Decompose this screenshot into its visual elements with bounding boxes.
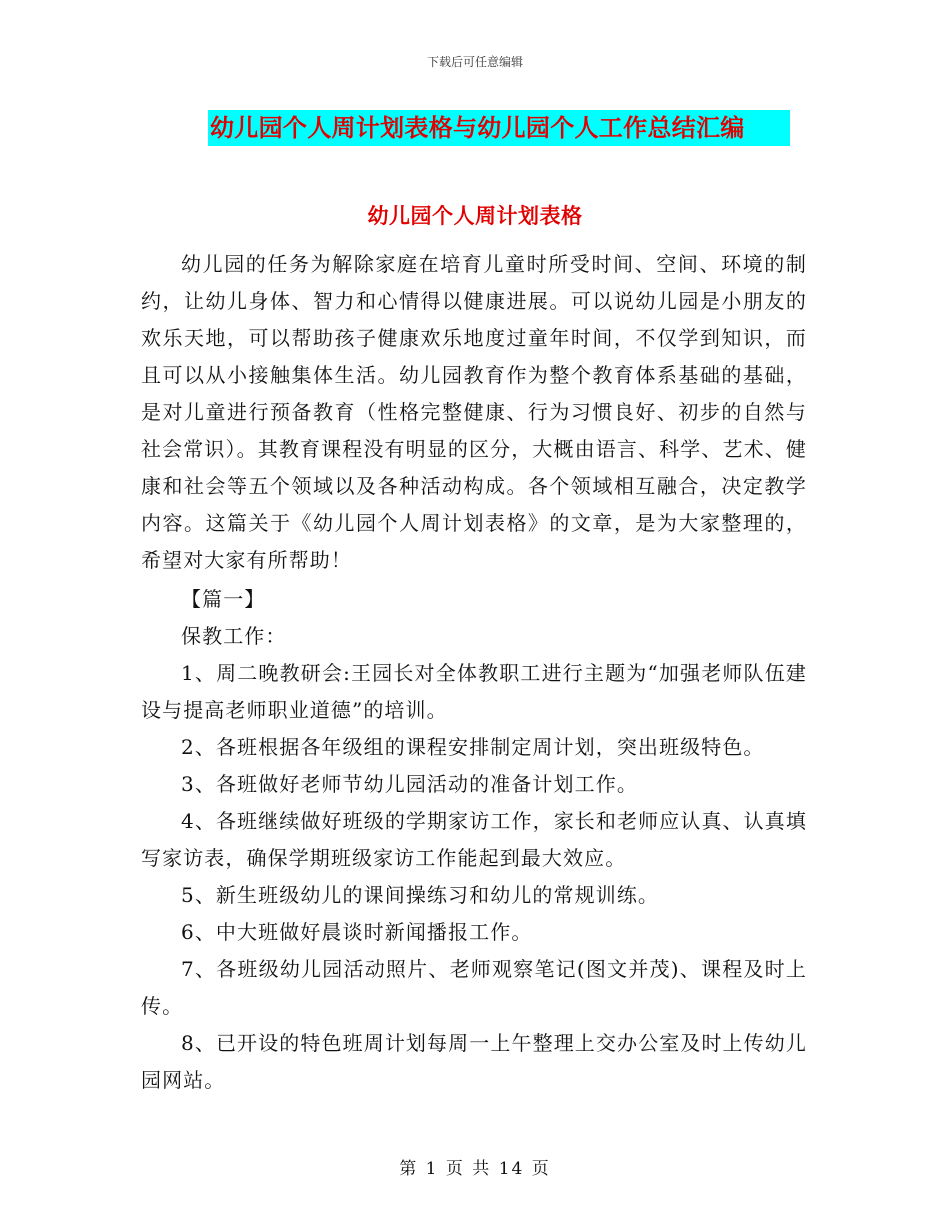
list-item: 7、各班级幼儿园活动照片、老师观察笔记(图文并茂)、课程及时上传。 [141,957,807,1018]
document-title: 幼儿园个人周计划表格与幼儿园个人工作总结汇编 [208,110,790,146]
list-item: 2、各班根据各年级组的课程安排制定周计划，突出班级特色。 [181,735,765,759]
part-label: 【篇一】 [181,587,266,611]
list-item: 3、各班做好老师节幼儿园活动的准备计划工作。 [181,772,638,796]
intro-paragraph: 幼儿园的任务为解除家庭在培育儿童时所受时间、空间、环境的制约，让幼儿身体、智力和心情得以健康进展。可以说幼儿园是小朋友的欢乐天地，可以帮助孩子健康欢乐地度过童年时间，不仅学到知识，而且可以从小接触集体生活。幼儿园教育作为整个教育体系基础的基础，是对儿童进行预备教育（性格完整健康、行为习惯良好、初步的自然与社会常识）。其教育课程没有明显的区分，大概由语言、科学、艺术、健康和社会等五个领域以及各种活动构成。各个领域相互融合，决定教学内容。这篇关于《幼儿园个人周计划表格》的文章，是为大家整理的，希望对大家有所帮助！ [141,252,807,572]
subheading: 保教工作： [181,624,287,648]
list-item: 5、新生班级幼儿的课间操练习和幼儿的常规训练。 [181,883,660,907]
list-item: 1、周二晚教研会:王园长对全体教职工进行主题为“加强老师队伍建设与提高老师职业道德”的培训。 [141,661,807,722]
list-item: 4、各班继续做好班级的学期家访工作，家长和老师应认真、认真填写家访表，确保学期班级家访工作能起到最大效应。 [141,809,807,870]
document-body [141,246,807,1099]
page-header-note: 下载后可任意编辑 [426,55,523,69]
list-item: 8、已开设的特色班周计划每周一上午整理上交办公室及时上传幼儿园网站。 [141,1031,807,1092]
list-item: 6、中大班做好晨谈时新闻播报工作。 [181,920,533,944]
section-title: 幼儿园个人周计划表格 [367,204,583,228]
document-title-container [208,110,790,146]
page-number: 第 1 页 共 14 页 [399,1159,551,1179]
